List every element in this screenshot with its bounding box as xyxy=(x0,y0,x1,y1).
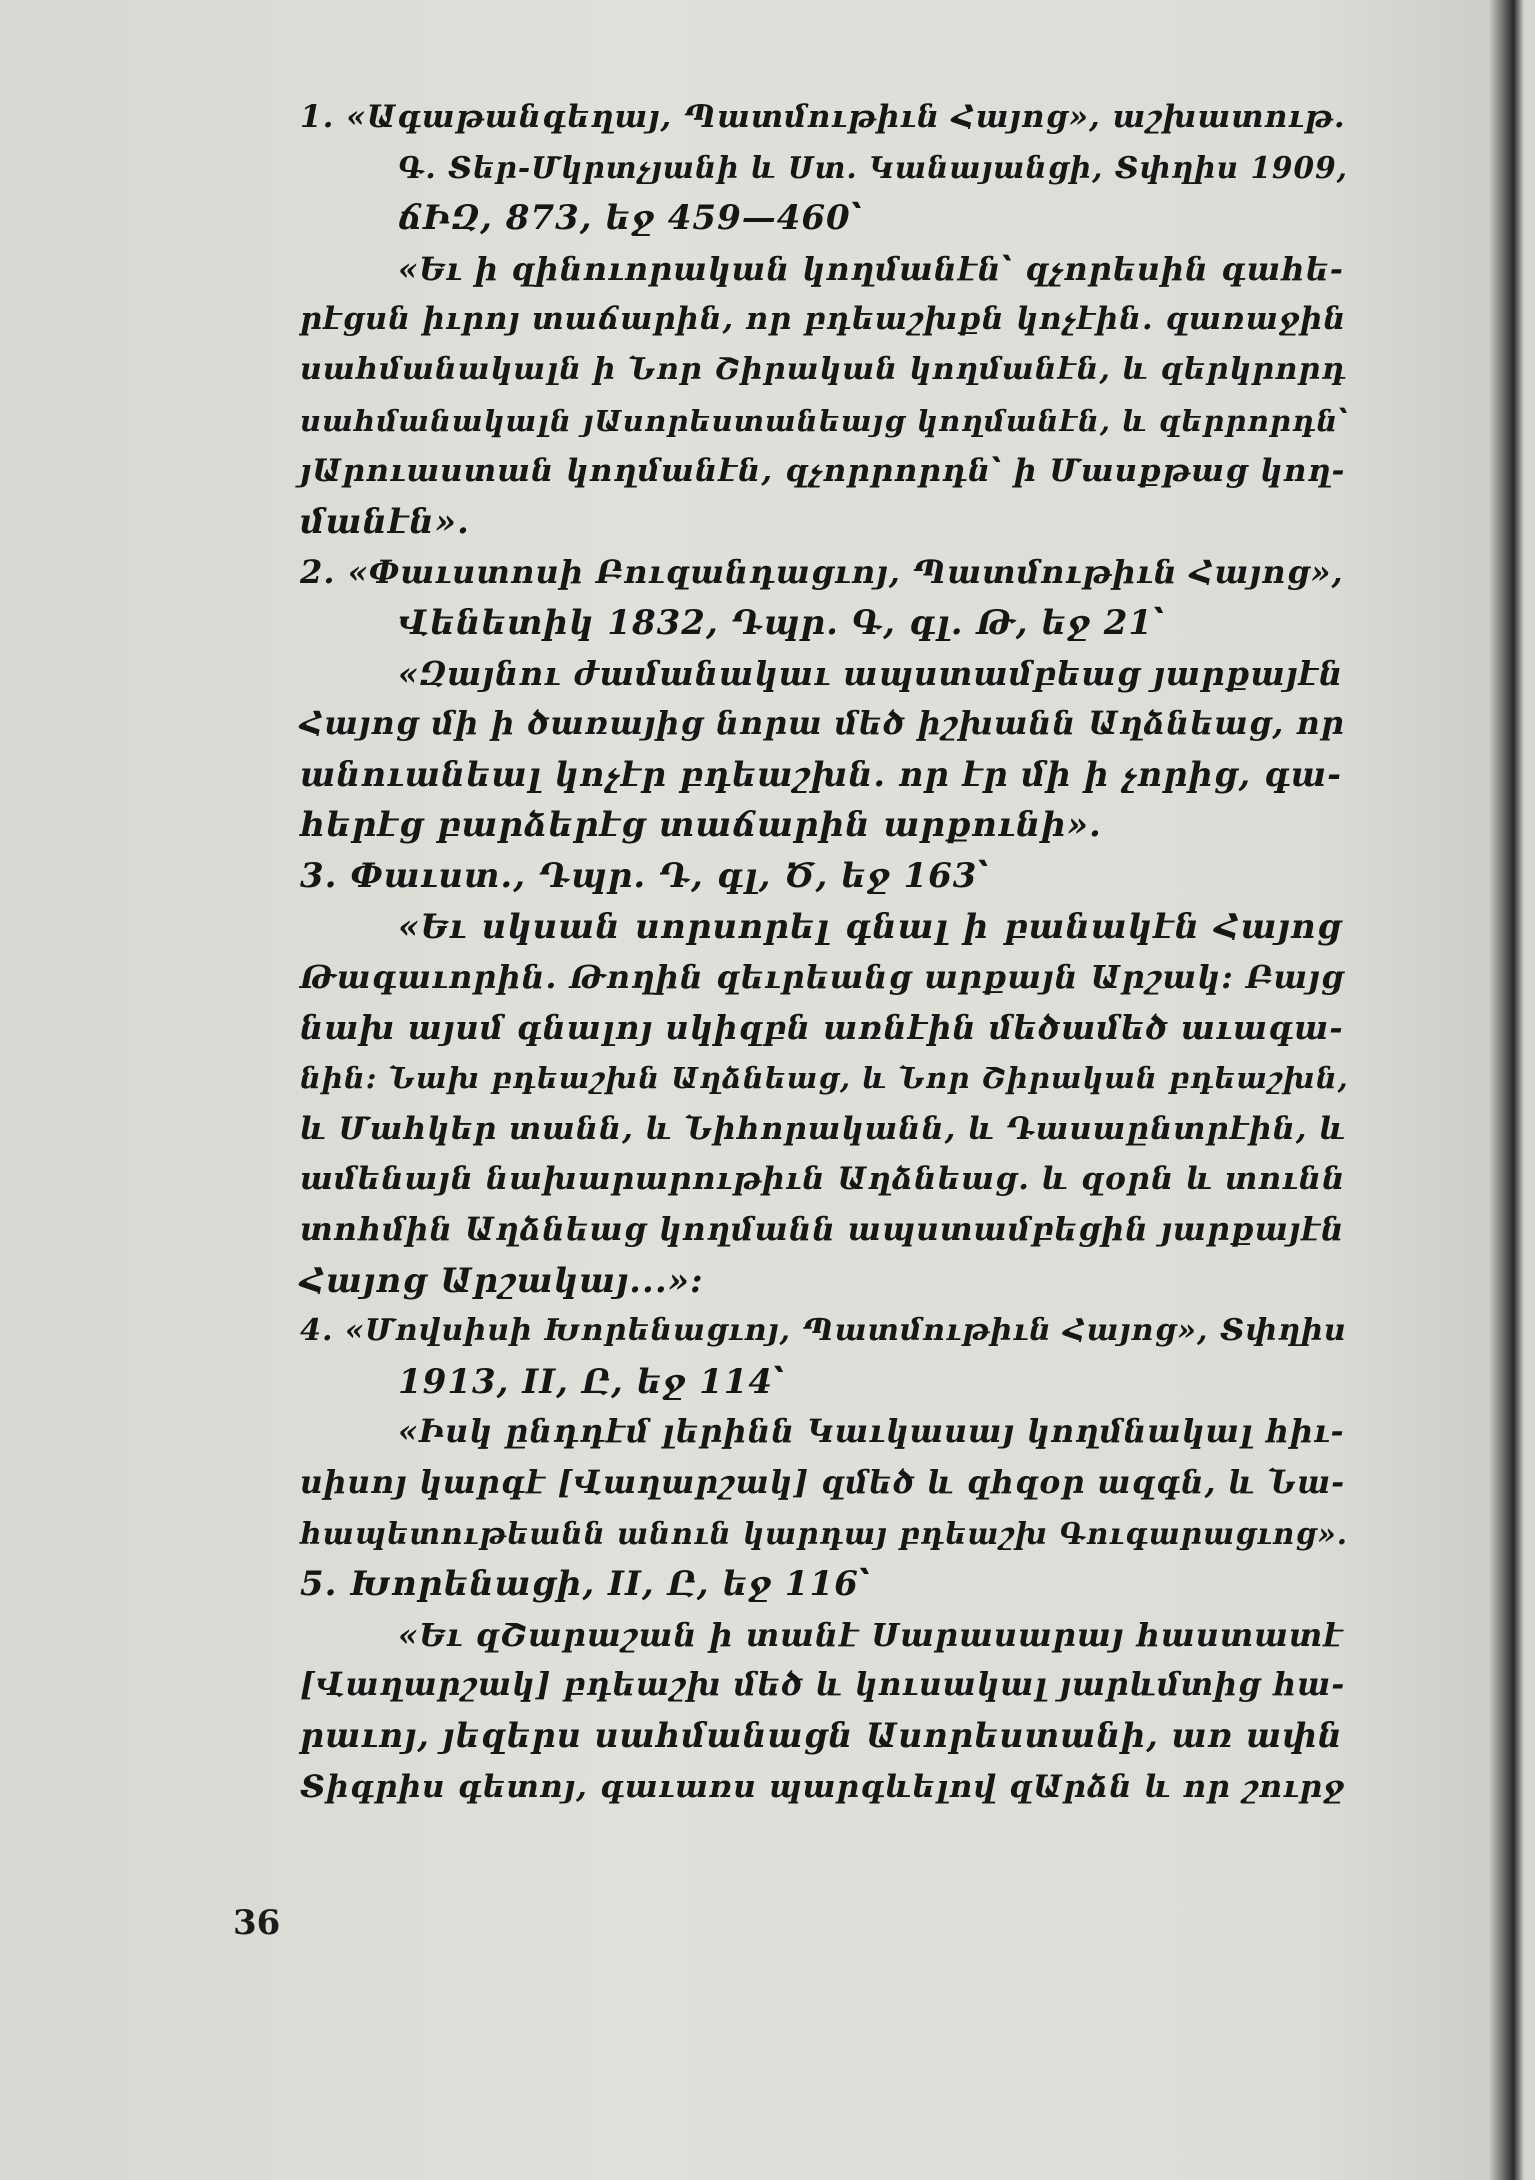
text-line: հերէց բարձերէց տաճարին արքունի». xyxy=(300,805,1102,846)
text-line: 2. «Փաւստոսի Բուզանդացւոյ, Պատմութիւն Հայոց», xyxy=(300,553,1344,592)
text-line: 3. Փաւստ., Դպր. Դ, գլ, Ծ, եջ 163՝ xyxy=(300,855,990,896)
text-line: յԱրուաստան կողմանէն, զչորրորդն՝ ի Մասքթաց կող- xyxy=(300,453,1346,490)
text-line: րաւոյ, յեզերս սահմանացն Ասորեստանի, առ ափն xyxy=(300,1716,1343,1755)
text-line: տոհմին Աղձնեաց կողմանն ապստամբեցին յարքայէն xyxy=(300,1212,1345,1249)
text-line: 1913, II, Ը, եջ 114՝ xyxy=(398,1361,786,1402)
text-line: նախ այսմ գնալոյ սկիզբն առնէին մեծամեծ աւագա- xyxy=(300,1008,1344,1047)
text-line: Վենետիկ 1832, Դպր. Գ, գլ. Թ, եջ 21՝ xyxy=(398,602,1166,643)
text-line: Գ. Տեր-Մկրտչյանի և Ստ. Կանայանցի, Տփղիս 1909, xyxy=(398,149,1348,185)
text-line: նին: Նախ բդեաշխն Աղձնեաց, և Նոր Շիրական բդեաշխն, xyxy=(300,1061,1349,1096)
text-line: սիսոյ կարգէ [Վաղարշակ] զմեծ և զհզօր ազգն, և Նա- xyxy=(300,1465,1346,1502)
text-line: և Մահկեր տանն, և Նիհորականն, և Դասաընտրէին, և xyxy=(300,1110,1347,1147)
text-line: Հայոց Արշակայ...»: xyxy=(300,1260,704,1301)
text-line: «Եւ սկսան սորսորել գնալ ի բանակէն Հայոց xyxy=(398,906,1342,947)
text-line: անուանեալ կոչէր բդեաշխն. որ էր մի ի չորից, գա- xyxy=(300,754,1342,794)
page-number: 36 xyxy=(233,1903,281,1943)
text-line: «Զայնու ժամանակաւ ապստամբեաց յարքայէն xyxy=(398,653,1344,693)
text-line: 5. Խորենացի, II, Ը, եջ 116՝ xyxy=(300,1564,871,1605)
text-body xyxy=(300,92,1349,1812)
text-line: «Իսկ ընդդէմ լերինն Կաւկասայ կողմնակալ հիւ- xyxy=(398,1413,1345,1451)
text-line: հապետութեանն անուն կարդայ բդեաշխ Գուգարացւոց». xyxy=(300,1515,1348,1551)
text-line: ամենայն նախարարութիւն Աղձնեաց. և զօրն և տունն xyxy=(300,1161,1346,1198)
text-line: «Եւ զՇարաշան ի տանէ Սարասարայ հաստատէ xyxy=(398,1615,1344,1654)
text-line: 1. «Ագաթանգեղայ, Պատմութիւն Հայոց», աշխատութ. xyxy=(300,99,1346,135)
text-line: Տիգրիս գետոյ, գաւառս պարգևելով զԱրձն և որ շուրջ xyxy=(300,1768,1345,1805)
text-line: Հայոց մի ի ծառայից նորա մեծ իշխանն Աղձնեաց, որ xyxy=(300,705,1345,743)
text-line: մանէն». xyxy=(300,501,470,542)
text-line: [Վաղարշակ] բդեաշխ մեծ և կուսակալ յարևմտից հա- xyxy=(300,1667,1346,1704)
text-line: րէցսն իւրոյ տաճարին, որ բդեաշխքն կոչէին. զառաջին xyxy=(300,301,1347,338)
text-line: Թագաւորին. Թողին զեւրեանց արքայն Արշակ: Բայց xyxy=(300,958,1345,997)
text-line: սահմանակալն ի Նոր Շիրական կողմանէն, և զերկրորդ xyxy=(300,351,1347,387)
text-line: սահմանակալն յԱսորեստանեայց կողմանէն, և զերրորդն՝ xyxy=(300,403,1349,438)
text-line: ճԻԶ, 873, եջ 459—460՝ xyxy=(398,198,863,239)
text-line: «Եւ ի զինուորական կողմանէն՝ զչորեսին գահե- xyxy=(398,249,1345,288)
text-line: 4. «Մովսիսի Խորենացւոյ, Պատմութիւն Հայոց», Տփղիս xyxy=(300,1313,1347,1349)
